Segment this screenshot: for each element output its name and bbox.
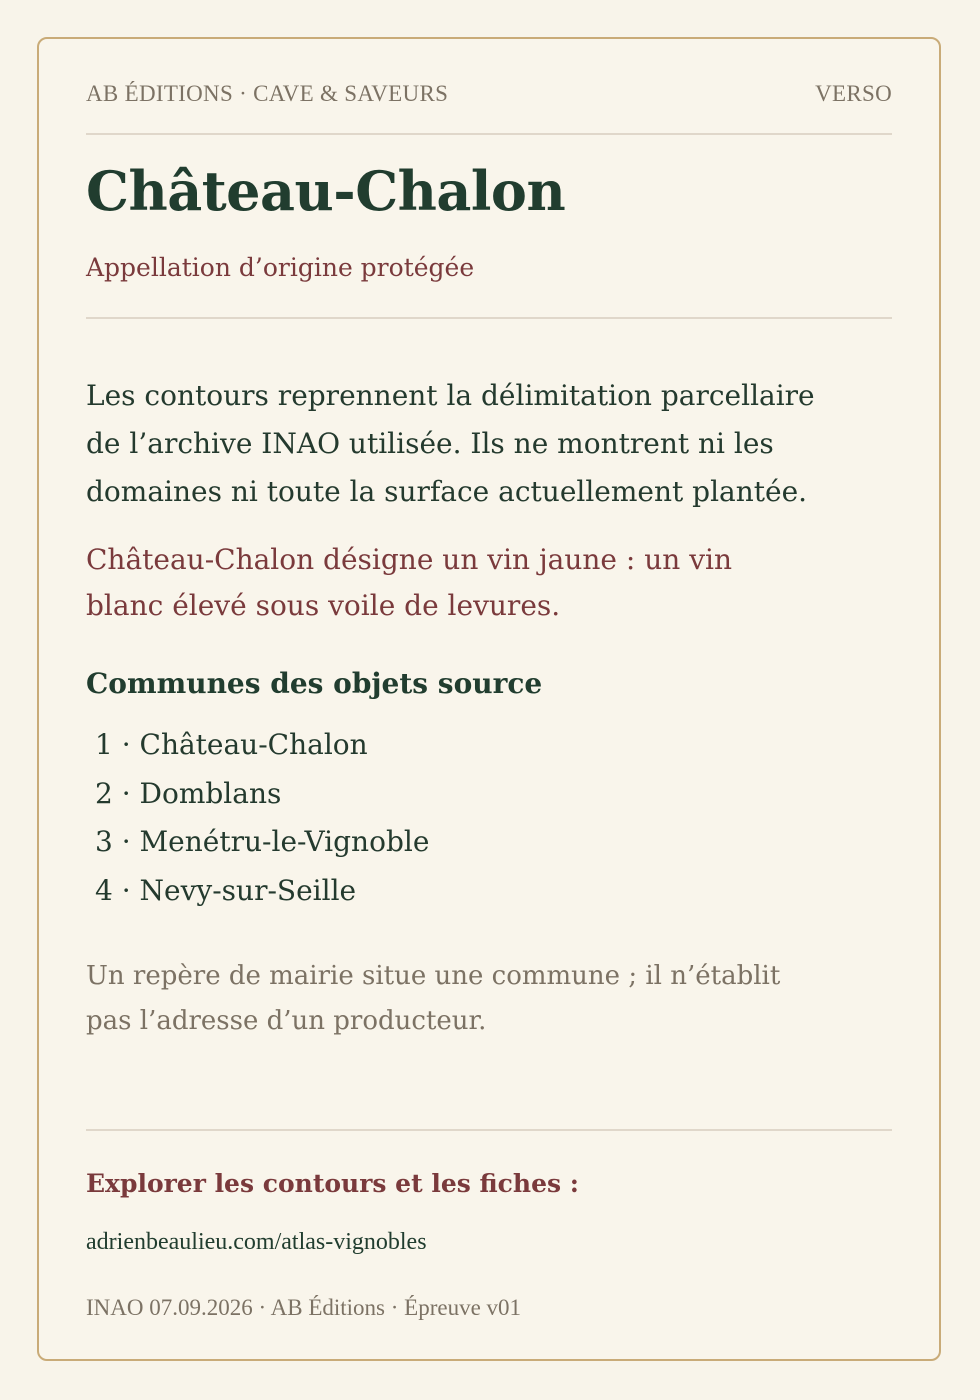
card (37, 37, 941, 1361)
list-item: 1 · Château-Chalon (95, 728, 368, 761)
wine-paragraph: Château-Chalon désigne un vin jaune : un vin blanc élevé sous voile de levures. (86, 543, 732, 622)
description-paragraph: Les contours reprennent la délimitation parcellaire de l’archive INAO utilisée. Ils ne montrent ni les domaines ni toute la surface actuellement plantée. (86, 379, 815, 508)
divider (86, 317, 892, 319)
explore-link[interactable]: adrienbeaulieu.com/atlas-vignobles (86, 1229, 427, 1255)
explore-label: Explorer les contours et les fiches : (86, 1169, 579, 1198)
note-paragraph: Un repère de mairie situe une commune ; il n’établit pas l’adresse d’un producteur. (86, 961, 781, 1036)
footer-text: INAO 07.09.2026 · AB Éditions · Épreuve v01 (86, 1295, 522, 1320)
subtitle: Appellation d’origine protégée (86, 253, 475, 282)
card-header (86, 81, 892, 135)
page-title: Château-Chalon (86, 159, 566, 223)
list-item: 3 · Menétru-le-Vignoble (95, 825, 430, 859)
side-label: VERSO (815, 81, 892, 106)
brand-label: AB ÉDITIONS · CAVE & SAVEURS (86, 81, 449, 106)
list-item: 4 · Nevy-sur-Seille (95, 874, 357, 908)
list-item: 2 · Domblans (95, 776, 282, 810)
communes-title: Communes des objets source (86, 667, 543, 700)
communes-list (95, 721, 429, 916)
divider (86, 1129, 892, 1131)
